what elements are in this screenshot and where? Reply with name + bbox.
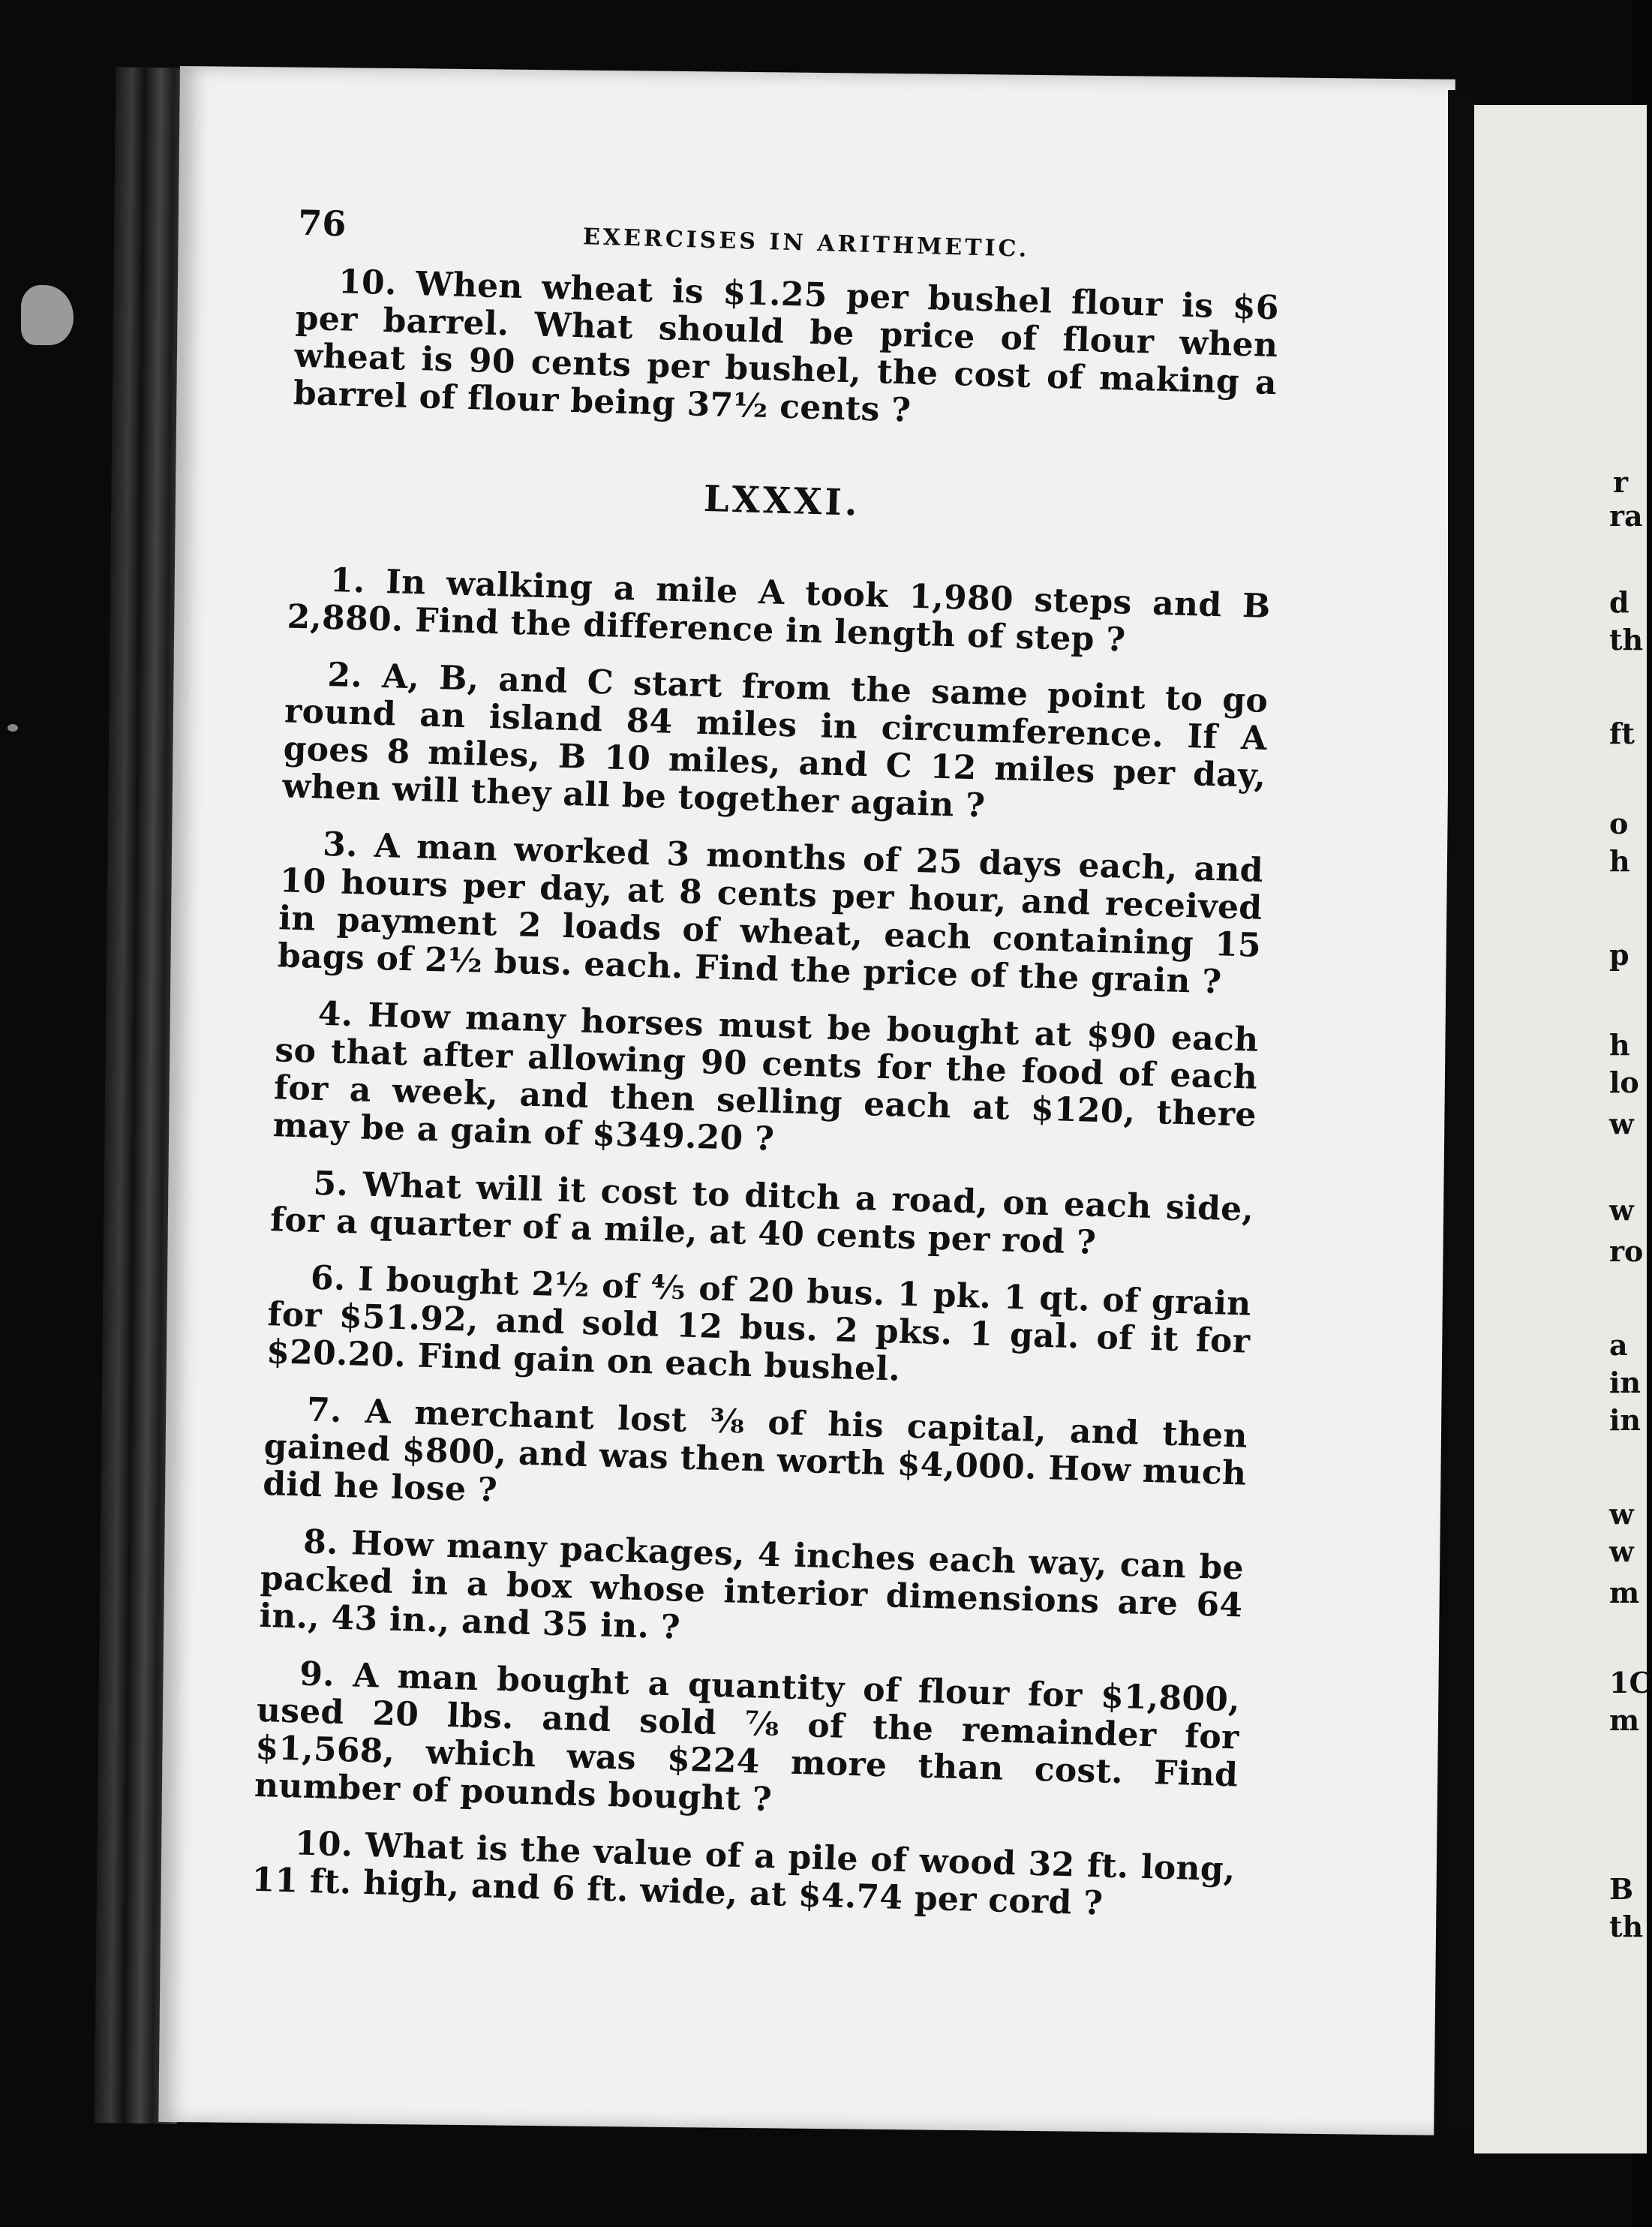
adjacent-page-fragment: w (1609, 1534, 1634, 1568)
problem-item: 10. What is the value of a pile of wood 32 ft. long, 11 ft. high, and 6 ft. wide, at $4.74 per cord ? (251, 1824, 1236, 1923)
scan-debris (8, 724, 18, 732)
adjacent-page-fragment: B (1609, 1872, 1634, 1906)
adjacent-page (1474, 105, 1652, 2153)
problem-item: 6. I bought 2½ of ⅘ of 20 bus. 1 pk. 1 qt. of grain for $51.92, and sold 12 bus. 2 pks. 1 gal. of it for $20.20. Find gain on each bushel. (266, 1258, 1252, 1389)
page-content (251, 203, 1281, 1946)
adjacent-page-fragment: 1C (1609, 1666, 1652, 1700)
problem-item: 3. A man worked 3 months of 25 days each, and 10 hours per day, at 8 cents per hour, and received in payment 2 loads of wheat, each containing 15 bags of 2½ bus. each. Find the price of the grain ? (277, 825, 1264, 1002)
adjacent-page-fragment: th (1609, 623, 1644, 657)
intro-problem: 10. When wheat is $1.25 per bushel flour is $6 per barrel. What should be price of flour when wheat is 90 cents per bushel, the cost of making a barrel of flour being 37½ cents ? (293, 263, 1280, 430)
adjacent-page-fragment: lo (1609, 1065, 1639, 1099)
section-heading: LXXXI. (703, 477, 861, 524)
problem-item: 8. How many packages, 4 inches each way, can be packed in a box whose interior dimensions are 64 in., 43 in., and 35 in. ? (258, 1522, 1245, 1647)
adjacent-page-fragment: m (1609, 1576, 1640, 1609)
problem-item: 9. A man bought a quantity of flour for $1,800, used 20 lbs. and sold ⅞ of the remainder for $1,568, which was $224 more than cost. Find number of pounds bought ? (254, 1654, 1241, 1820)
problem-item: 4. How many horses must be bought at $90 each so that after allowing 90 cents for the food of each for a week, and then selling each at $120, there may be a gain of $349.20 ? (272, 994, 1260, 1159)
adjacent-page-fragment: h (1609, 1028, 1630, 1062)
problem-item: 2. A, B, and C start from the same point to go round an island 84 miles in circumference. If A goes 8 miles, B 10 miles, and C 12 miles per day, when will they all be together again ? (281, 655, 1269, 825)
adjacent-page-fragment: ro (1609, 1234, 1644, 1268)
page-number: 76 (297, 202, 347, 245)
adjacent-page-fragment: h (1609, 844, 1630, 878)
running-head-title: EXERCISES IN ARITHMETIC. (582, 224, 1030, 263)
page-gutter (1448, 90, 1478, 2131)
adjacent-page-fragment: th (1609, 1910, 1644, 1943)
adjacent-page-fragment: w (1609, 1193, 1634, 1227)
problem-item: 7. A merchant lost ⅜ of his capital, and then gained $800, and was then worth $4,000. How much did he lose ? (262, 1390, 1248, 1510)
adjacent-page-fragment: d (1609, 585, 1629, 619)
problem-item: 1. In walking a mile A took 1,980 steps and B 2,880. Find the difference in length of step ? (286, 561, 1272, 660)
problem-item: 5. What will it cost to ditch a road, on each side, for a quarter of a mile, at 40 cents per rod ? (269, 1164, 1254, 1262)
adjacent-page-fragment: ra (1609, 499, 1643, 533)
adjacent-page-fragment: in (1609, 1366, 1641, 1399)
adjacent-page-fragment: o (1609, 807, 1629, 840)
adjacent-page-fragment: m (1609, 1703, 1640, 1737)
adjacent-page-fragment: p (1609, 938, 1629, 972)
adjacent-page-fragment: w (1609, 1497, 1634, 1531)
adjacent-page-fragment: in (1609, 1403, 1641, 1437)
adjacent-page-fragment: a (1609, 1328, 1628, 1362)
adjacent-page-fragment: r (1613, 465, 1629, 499)
book-page (158, 66, 1455, 2135)
adjacent-page-fragment: ft (1609, 717, 1635, 750)
scan-debris (21, 285, 74, 345)
adjacent-page-fragment: w (1609, 1107, 1634, 1141)
